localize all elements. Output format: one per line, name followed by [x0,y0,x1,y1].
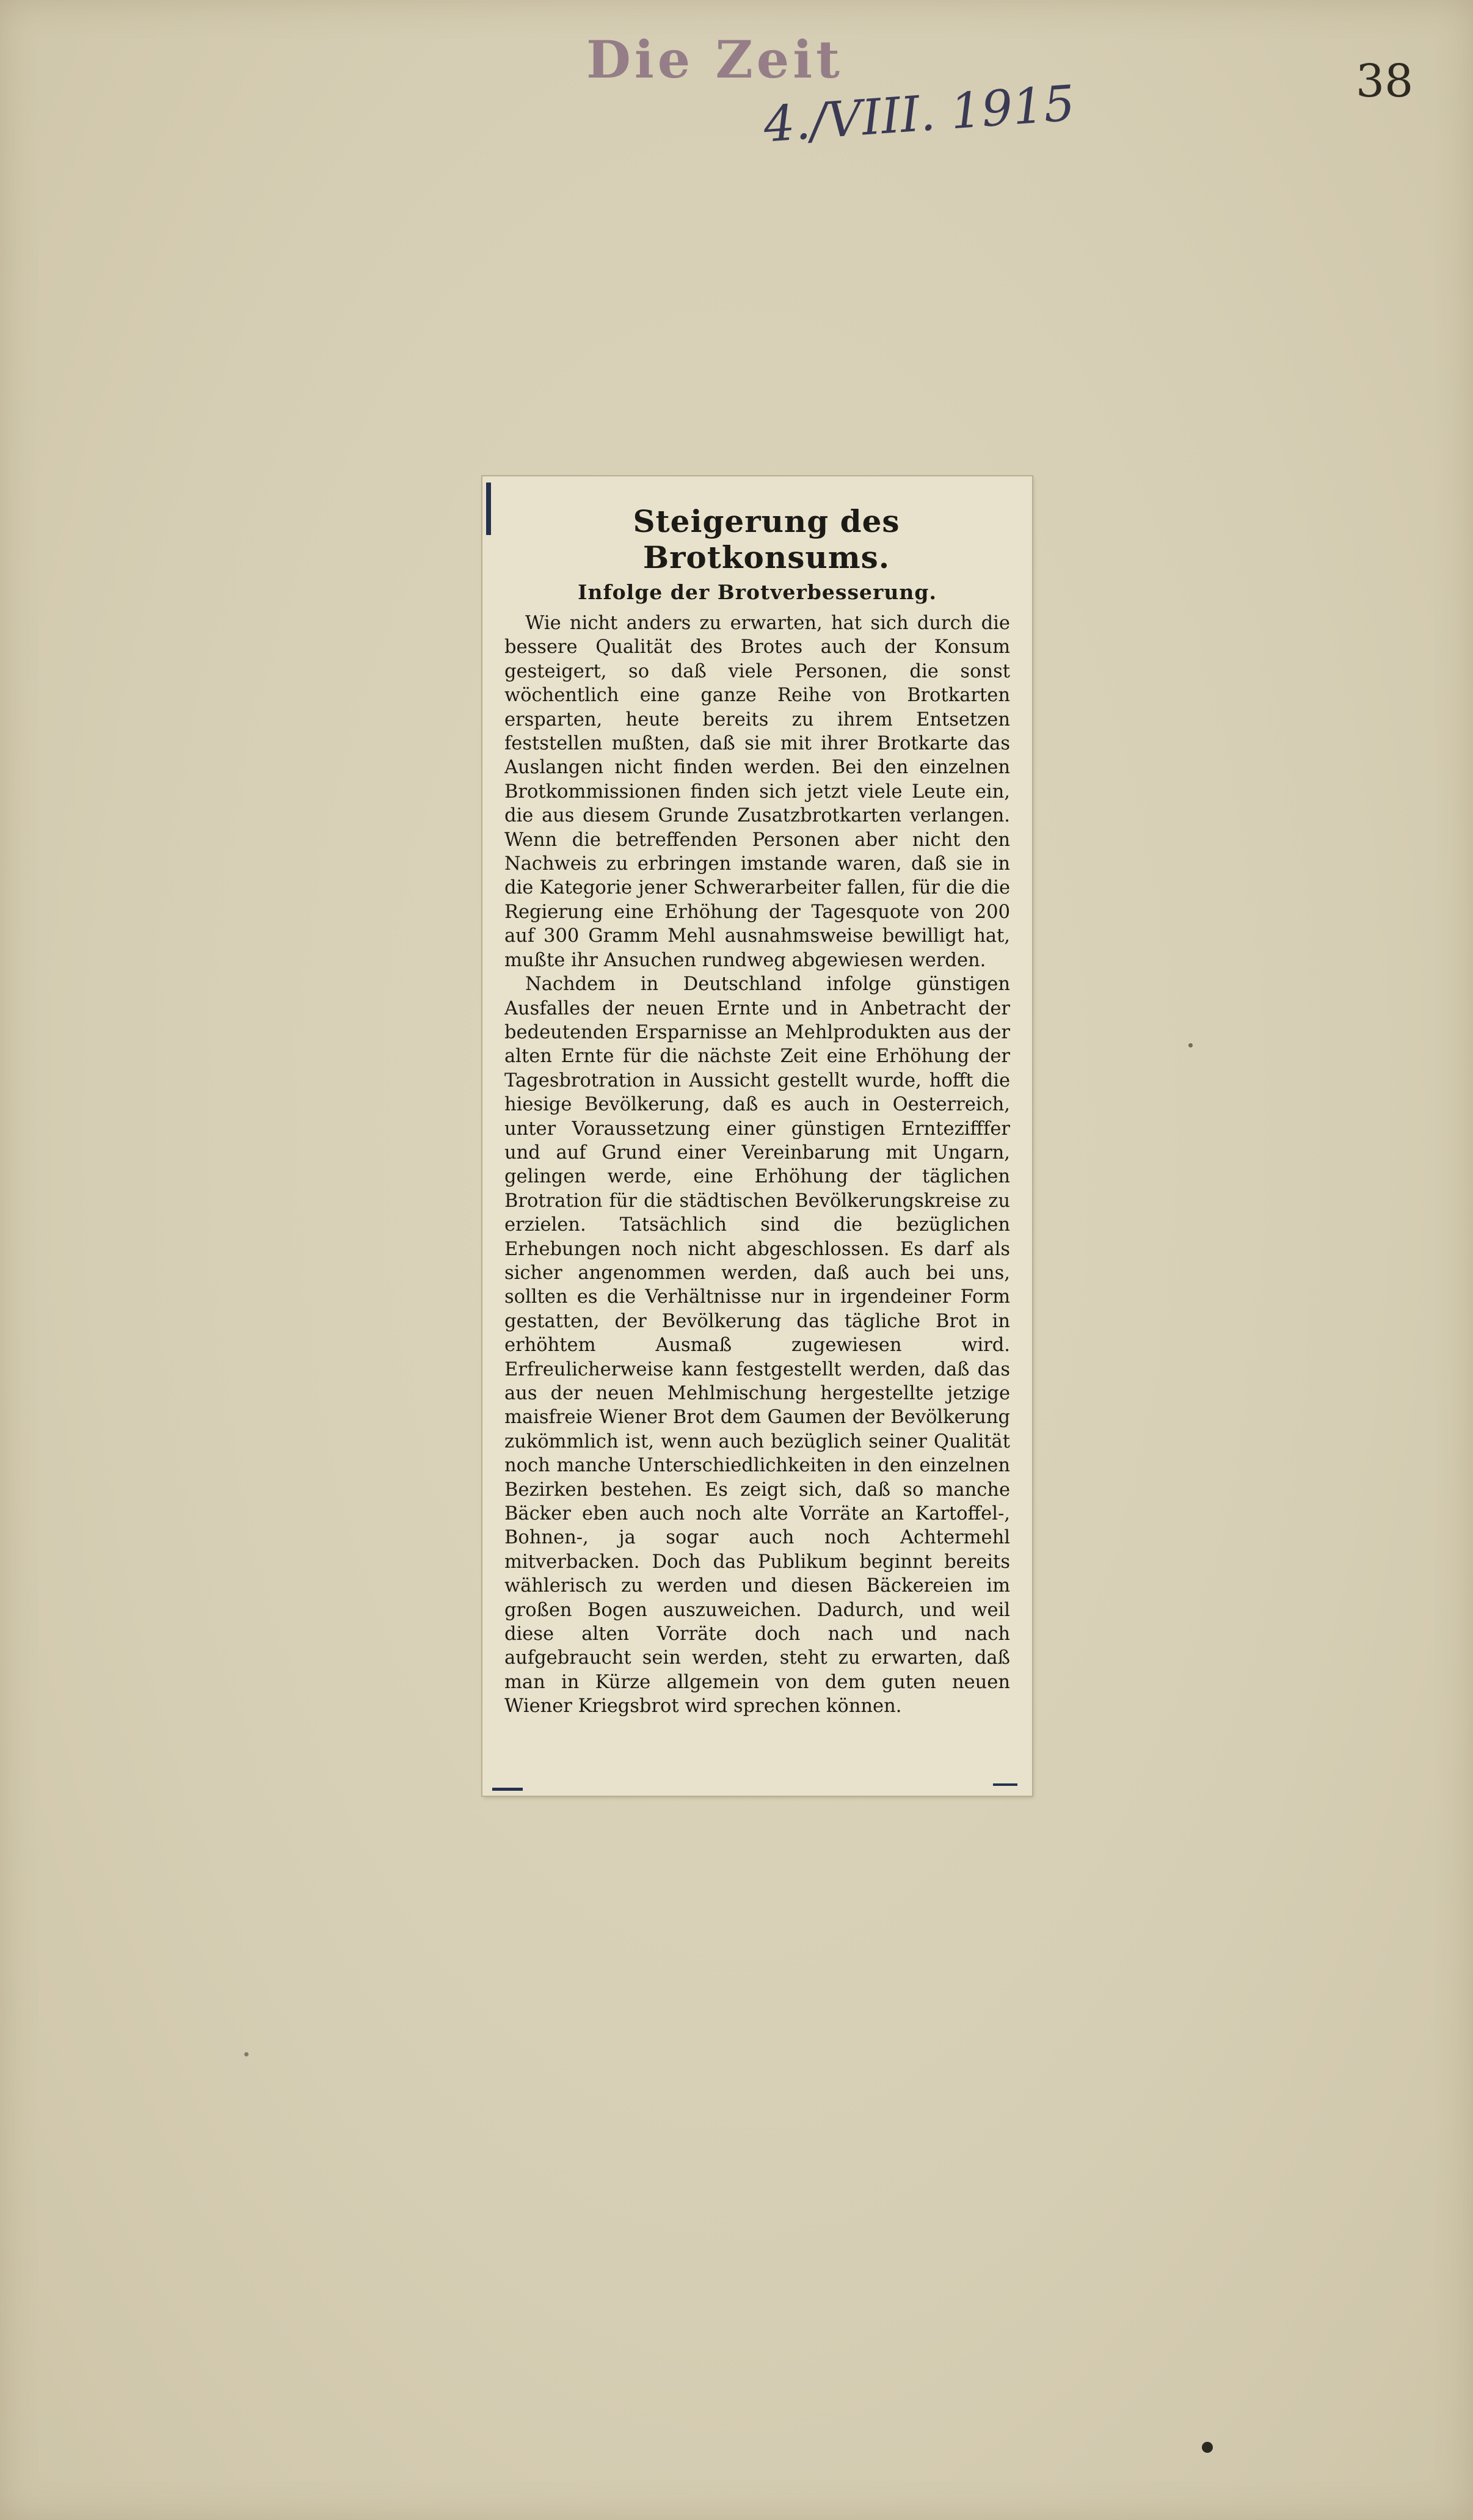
page-number: 38 [1356,55,1414,107]
article-paragraph: Nachdem in Deutschland infolge günstigen Ausfalles der neuen Ernte und in Anbetracht der bedeutenden Ersparnisse an Mehlprodukten aus der alten Ernte für die nächste Zeit eine Erhöhung der Tagesbrotration in Aussicht gestellt wurde, hofft die hiesige Bevölkerung, daß es auch in Oesterreich, unter Voraussetzung einer günstigen Erntezifffer und auf Grund einer Vereinbarung mit Ungarn, gelingen werde, eine Erhöhung der täglichen Brotration für die städtischen Bevölkerungskreise zu erzielen. Tatsächlich sind die bezüglichen Erhebungen noch nicht abgeschlossen. Es darf als sicher angenommen werden, daß auch bei uns, sollten es die Verhältnisse nur in irgendeiner Form gestatten, der Bevölkerung das tägliche Brot in erhöhtem Ausmaß zugewiesen wird. Erfreulicherweise kann festgestellt werden, daß das aus der neuen Mehlmischung hergestellte jetzige maisfreie Wiener Brot dem Gaumen der Bevölkerung zukömmlich ist, wenn auch bezüglich seiner Qualität noch manche Unterschiedlichkeiten in den einzelnen Bezirken bestehen. Es zeigt sich, daß so manche Bäcker eben auch noch alte Vorräte an Kartoffel-, Bohnen-, ja sogar auch noch Achtermehl mitverbacken. Doch das Publikum beginnt bereits wählerisch zu werden und diesen Bäckereien im großen Bogen auszuweichen. Dadurch, und weil diese alten Vorräte doch nach und nach aufgebraucht sein werden, steht zu erwarten, daß man in Kürze allgemein von dem guten neuen Wiener Kriegsbrot wird sprechen können. [504,974,1010,1717]
clipping-marker-bar [486,483,491,535]
clipping-end-mark [492,1788,523,1791]
article-paragraph: Wie nicht anders zu erwarten, hat sich durch die bessere Qualität des Brotes auch der Konsum gesteigert, so daß viele Personen, die sonst wöchentlich eine ganze Reihe von Brotkarten ersparten, heute bereits zu ihrem Entsetzen feststellen mußten, daß sie mit ihrer Brotkarte das Auslangen nicht finden werden. Bei den einzelnen Brotkommissionen finden sich jetzt viele Leute ein, die aus diesem Grunde Zusatzbrotkarten verlangen. Wenn die betreffenden Personen aber nicht den Nachweis zu erbringen imstande waren, daß sie in die Kategorie jener Schwerarbeiter fallen, für die die Regierung eine Erhöhung der Tagesquote von 200 auf 300 Gramm Mehl ausnahmsweise bewilligt hat, mußte ihr Ansuchen rundweg abgewiesen werden. [504,613,1010,971]
handwritten-date: 4./VIII. 1915 [762,75,1077,153]
paper-spot [1188,1043,1193,1047]
article-title: Steigerung des Brotkonsums. [633,503,900,575]
paper-spot [1202,2442,1213,2453]
newspaper-clipping [482,476,1032,1796]
article-subtitle: Infolge der Brotverbesserung. [578,580,937,604]
newspaper-stamp: Die Zeit [586,29,843,90]
paper-spot [244,2052,249,2056]
clipping-end-mark [993,1783,1017,1786]
